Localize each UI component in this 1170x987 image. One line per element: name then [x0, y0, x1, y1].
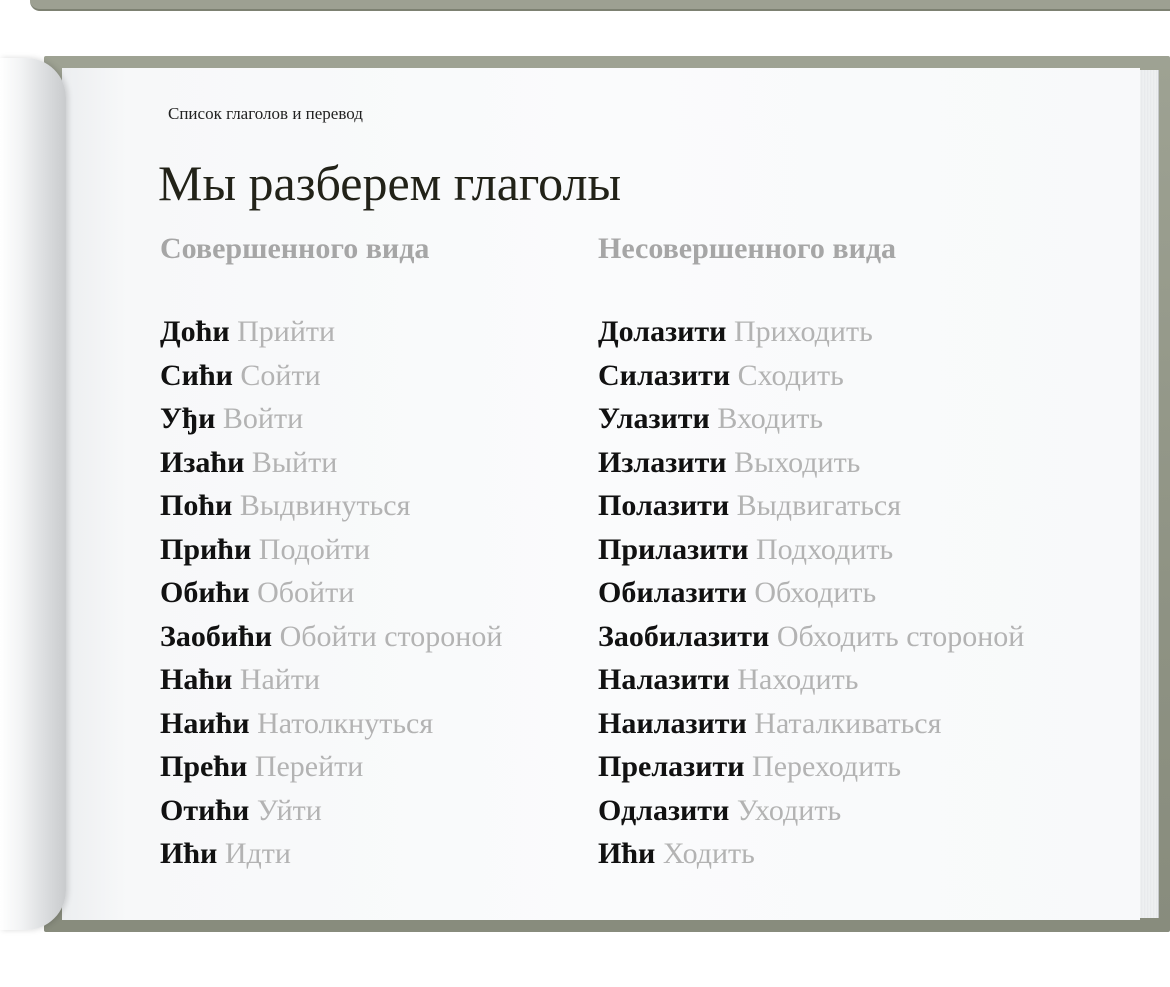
serbian-verb: Сићи — [160, 358, 233, 392]
verb-row — [598, 310, 1024, 354]
perfective-column-header: Совершенного вида — [160, 232, 430, 265]
serbian-verb: Прећи — [160, 750, 248, 783]
russian-translation: Выдвинуться — [239, 489, 411, 522]
verb-row — [598, 702, 1024, 746]
serbian-verb: Долазити — [598, 315, 727, 348]
verb-row — [160, 658, 502, 702]
serbian-verb: Обићи — [160, 576, 250, 609]
serbian-verb: Доћи — [160, 315, 230, 348]
russian-translation: Идти — [224, 837, 291, 870]
russian-translation: Выйти — [251, 445, 338, 479]
verb-row — [598, 397, 1024, 441]
russian-translation: Войти — [222, 402, 304, 435]
verb-row — [160, 702, 502, 746]
verb-row — [598, 615, 1024, 659]
serbian-verb: Прелазити — [598, 750, 745, 783]
russian-translation: Приходить — [733, 315, 873, 348]
page-subtitle: Список глаголов и перевод — [168, 104, 363, 123]
top-book-edge — [30, 0, 1170, 11]
serbian-verb: Силазити — [598, 358, 731, 392]
imperfective-column-header: Несовершенного вида — [598, 232, 897, 265]
verb-row — [160, 745, 502, 789]
russian-translation: Входить — [717, 402, 824, 435]
serbian-verb: Налазити — [598, 663, 730, 696]
verb-row — [598, 571, 1024, 615]
serbian-verb: Заобићи — [160, 619, 273, 653]
serbian-verb: Излазити — [598, 445, 727, 479]
russian-translation: Сойти — [240, 358, 321, 392]
russian-translation: Обходить стороной — [776, 619, 1025, 653]
serbian-verb: Улазити — [598, 402, 710, 435]
russian-translation: Обойти — [257, 576, 355, 609]
page-title: Мы разберем глаголы — [158, 155, 622, 211]
serbian-verb: Полазити — [598, 489, 730, 522]
verb-row — [160, 397, 502, 441]
russian-translation: Уходить — [736, 793, 842, 827]
verb-row — [598, 745, 1024, 789]
serbian-verb: Уђи — [160, 402, 216, 435]
russian-translation: Натолкнуться — [257, 706, 434, 740]
verb-row — [160, 441, 502, 485]
verb-row — [598, 354, 1024, 398]
russian-translation: Подходить — [756, 532, 894, 566]
russian-translation: Ходить — [662, 837, 755, 870]
verb-row — [160, 310, 502, 354]
serbian-verb: Прилазити — [598, 532, 749, 566]
serbian-verb: Ићи — [598, 837, 656, 870]
serbian-verb: Обилазити — [598, 576, 747, 609]
russian-translation: Наталкиваться — [754, 706, 942, 740]
verb-row — [160, 571, 502, 615]
russian-translation: Обойти стороной — [279, 619, 503, 653]
russian-translation: Сходить — [737, 358, 844, 392]
russian-translation: Прийти — [237, 315, 336, 348]
verb-row — [160, 615, 502, 659]
serbian-verb: Наићи — [160, 706, 250, 740]
serbian-verb: Ићи — [160, 837, 218, 870]
imperfective-verb-list — [598, 310, 1024, 876]
verb-row — [160, 528, 502, 572]
verb-row — [160, 789, 502, 833]
serbian-verb: Наћи — [160, 663, 233, 696]
serbian-verb: Одлазити — [598, 793, 730, 827]
perfective-verb-list — [160, 310, 502, 876]
serbian-verb: Отићи — [160, 793, 250, 827]
verb-row — [160, 832, 502, 876]
russian-translation: Найти — [239, 663, 321, 696]
verb-row — [598, 484, 1024, 528]
verb-row — [598, 789, 1024, 833]
verb-row — [598, 528, 1024, 572]
verb-row — [598, 658, 1024, 702]
russian-translation: Выходить — [734, 445, 861, 479]
russian-translation: Подойти — [258, 532, 371, 566]
russian-translation: Выдвигаться — [736, 489, 902, 522]
russian-translation: Обходить — [754, 576, 877, 609]
page-edges — [1138, 70, 1159, 918]
serbian-verb: Изаћи — [160, 445, 245, 479]
verb-row — [160, 354, 502, 398]
serbian-verb: Поћи — [160, 489, 233, 522]
serbian-verb: Заобилазити — [598, 619, 770, 653]
verb-row — [160, 484, 502, 528]
serbian-verb: Прићи — [160, 532, 252, 566]
russian-translation: Перейти — [254, 750, 364, 783]
verb-row — [598, 832, 1024, 876]
russian-translation: Уйти — [256, 793, 322, 827]
left-page-curl — [0, 58, 66, 930]
serbian-verb: Наилазити — [598, 706, 747, 740]
verb-row — [598, 441, 1024, 485]
russian-translation: Переходить — [752, 750, 902, 783]
russian-translation: Находить — [737, 663, 859, 696]
